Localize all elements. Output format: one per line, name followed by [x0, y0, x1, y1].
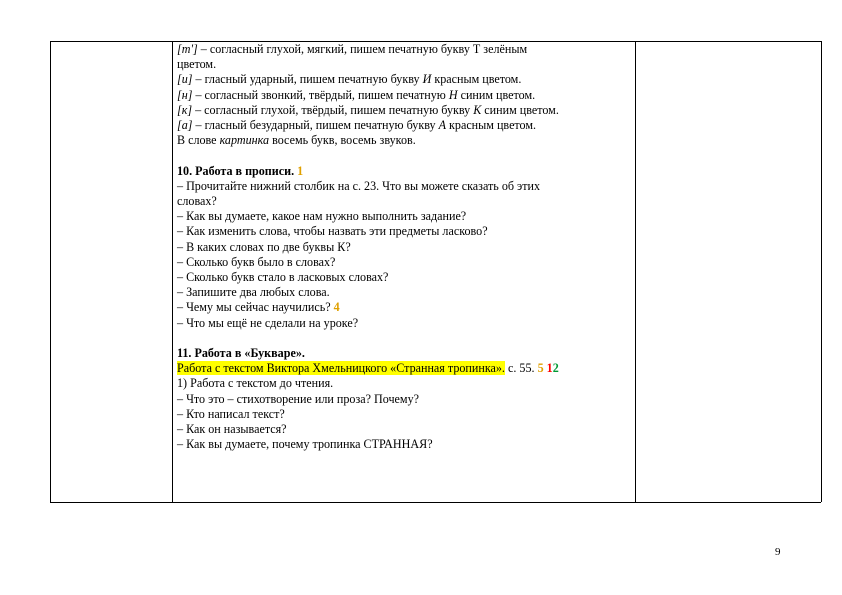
section-11-question: – Кто написал текст?	[177, 406, 285, 421]
sound-letter: К	[473, 102, 482, 117]
section-10-question: – Как изменить слова, чтобы назвать эти предметы ласково?	[177, 224, 488, 239]
highlighted-task: Работа с текстом Виктора Хмельницкого «Странная тропинка».	[177, 361, 505, 376]
sound-line	[177, 88, 632, 103]
section-10-question: – В каких словах по две буквы К?	[177, 239, 351, 254]
column-divider-2	[635, 41, 636, 502]
sound-letter: А	[438, 118, 446, 133]
sound-symbol: [и]	[177, 72, 193, 87]
word-summary: В слове картинка восемь букв, восемь звуков.	[177, 133, 416, 148]
sound-line	[177, 42, 632, 57]
section-10-badge: 1	[297, 163, 304, 178]
section-11-question: 1) Работа с текстом до чтения.	[177, 376, 334, 391]
sound-line-continuation: цветом.	[177, 57, 217, 72]
section-10-badge-4: 4	[333, 300, 340, 315]
section-10-question: – Чему мы сейчас научились? 4	[177, 300, 340, 315]
section-10-question: – Что мы ещё не сделали на уроке?	[177, 315, 359, 330]
sound-letter: И	[422, 72, 432, 87]
section-10-question: словах?	[177, 194, 217, 209]
sound-analysis-list	[177, 42, 632, 133]
section-10-question: – Прочитайте нижний столбик на с. 23. Что вы можете сказать об этих	[177, 178, 541, 193]
section-11-question: – Как он называется?	[177, 422, 287, 437]
sound-description: – согласный глухой, твёрдый, пишем печатную букву	[192, 102, 474, 117]
sound-letter: Н	[448, 87, 458, 102]
section-11-title: 11. Работа в «Букваре».	[177, 346, 305, 361]
lesson-table	[50, 41, 821, 502]
sound-line	[177, 72, 632, 87]
sound-description: – согласный звонкий, твёрдый, пишем печатную	[192, 87, 449, 102]
sound-color: красным цветом.	[446, 118, 537, 133]
column-divider-1	[172, 41, 173, 502]
section-10-title: 10. Работа в прописи.	[177, 163, 298, 178]
section-10-question: – Сколько букв стало в ласковых словах?	[177, 270, 389, 285]
sound-symbol: [н]	[177, 87, 193, 102]
sound-line	[177, 57, 632, 72]
section-11-task: Работа с текстом Виктора Хмельницкого «Странная тропинка». с. 55. 5 12	[177, 361, 559, 376]
sound-description: – согласный глухой, мягкий, пишем печатную букву Т зелёным	[197, 42, 528, 56]
table-right-border	[821, 41, 822, 502]
sound-description: – гласный ударный, пишем печатную букву	[192, 72, 423, 87]
table-left-border	[50, 41, 51, 502]
section-10-question: – Сколько букв было в словах?	[177, 254, 336, 269]
sound-color: красным цветом.	[431, 72, 522, 87]
sound-description: – гласный безударный, пишем печатную букву	[192, 118, 439, 133]
section-10-question: – Как вы думаете, какое нам нужно выполнить задание?	[177, 209, 467, 224]
sound-symbol: [к]	[177, 102, 193, 117]
section-11-question: – Что это – стихотворение или проза? Почему?	[177, 391, 419, 406]
section-11-badges	[538, 361, 559, 375]
section-10-question: – Запишите два любых слова.	[177, 285, 330, 300]
section-10-questions	[177, 179, 632, 301]
lesson-content-cell	[177, 42, 632, 452]
sound-line	[177, 103, 632, 118]
level-badge: 2	[552, 361, 559, 376]
section-11-question: – Как вы думаете, почему тропинка СТРАННАЯ?	[177, 437, 433, 452]
sound-line	[177, 118, 632, 133]
level-badge: 1	[546, 361, 553, 376]
sound-symbol: [а]	[177, 118, 193, 133]
table-bottom-border	[50, 502, 821, 503]
page-number: 9	[775, 546, 781, 558]
sound-color: синим цветом.	[481, 102, 559, 117]
sound-symbol: [т']	[177, 42, 198, 56]
level-badge: 5	[537, 361, 544, 376]
section-10-heading	[177, 164, 632, 179]
sound-color: синим цветом.	[457, 87, 536, 102]
section-11-questions	[177, 376, 632, 452]
